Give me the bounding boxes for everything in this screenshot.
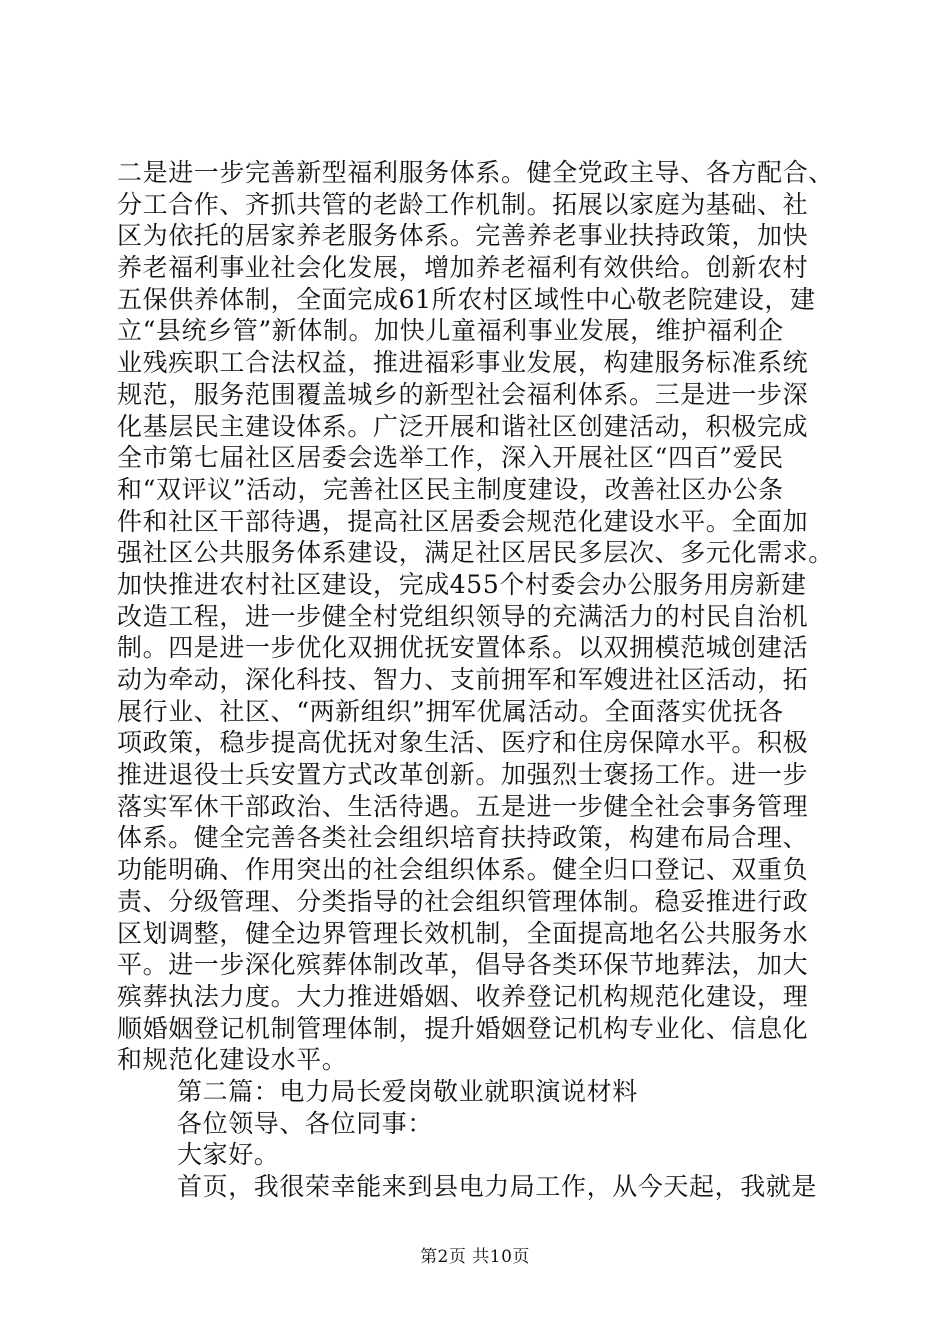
- paragraph-line: 项政策，稳步提高优抚对象生活、医疗和住房保障水平。积极: [117, 728, 809, 758]
- document-body: [117, 157, 837, 1203]
- paragraph-line: 件和社区干部待遇，提高社区居委会规范化建设水平。全面加: [117, 506, 809, 536]
- paragraph-line: 规范，服务范围覆盖城乡的新型社会福利体系。三是进一步深: [117, 379, 809, 409]
- page-footer: 第2页 共10页: [420, 1247, 530, 1267]
- paragraph-line: 化基层民主建设体系。广泛开展和谐社区创建活动，积极完成: [117, 411, 809, 441]
- paragraph-line: 区为依托的居家养老服务体系。完善养老事业扶持政策，加快: [117, 221, 809, 251]
- paragraph-line: 殡葬执法力度。大力推进婚姻、收养登记机构规范化建设，理: [117, 981, 809, 1011]
- paragraph-line: 推进退役士兵安置方式改革创新。加强烈士褒扬工作。进一步: [117, 760, 809, 790]
- paragraph-line: 加快推进农村社区建设，完成455个村委会办公服务用房新建: [117, 569, 807, 599]
- paragraph-line: 动为牵动，深化科技、智力、支前拥军和军嫂进社区活动，拓: [117, 665, 809, 694]
- paragraph-line: 区划调整，健全边界管理长效机制，全面提高地名公共服务水: [117, 918, 809, 948]
- paragraph: [117, 157, 837, 1076]
- section-title: 第二篇：电力局长爱岗敬业就职演说材料: [177, 1076, 638, 1106]
- paragraph-line: 全市第七届社区居委会选举工作，深入开展社区“四百”爱民: [117, 443, 784, 473]
- paragraph-line: 二是进一步完善新型福利服务体系。健全党政主导、各方配合、: [117, 158, 834, 187]
- paragraph-line: 体系。健全完善各类社会组织培育扶持政策，构建布局合理、: [117, 823, 809, 853]
- paragraph-line: 制。四是进一步优化双拥优抚安置体系。以双拥模范城创建活: [117, 633, 809, 663]
- paragraph-line: 责、分级管理、分类指导的社会组织管理体制。稳妥推进行政: [117, 886, 809, 916]
- paragraph-line: 分工合作、齐抓共管的老龄工作机制。拓展以家庭为基础、社: [117, 189, 809, 219]
- paragraph-line: 业残疾职工合法权益，推进福彩事业发展，构建服务标准系统: [117, 348, 809, 378]
- paragraph-line: 立“县统乡管”新体制。加快儿童福利事业发展，维护福利企: [117, 316, 784, 346]
- paragraph-line: 养老福利事业社会化发展，增加养老福利有效供给。创新农村: [117, 253, 809, 283]
- paragraph-line: 改造工程，进一步健全村党组织领导的充满活力的村民自治机: [117, 601, 809, 631]
- opening-line: 首页，我很荣幸能来到县电力局工作，从今天起，我就是: [177, 1172, 818, 1201]
- paragraph-line: 强社区公共服务体系建设，满足社区居民多层次、多元化需求。: [117, 538, 834, 568]
- paragraph-line: 顺婚姻登记机制管理体制，提升婚姻登记机构专业化、信息化: [117, 1013, 809, 1043]
- paragraph-line: 五保供养体制，全面完成61所农村区域性中心敬老院建设，建: [117, 284, 816, 314]
- paragraph-line: 落实军休干部政治、生活待遇。五是进一步健全社会事务管理: [117, 791, 809, 821]
- greeting: 大家好。: [177, 1140, 280, 1170]
- paragraph-line: 展行业、社区、“两新组织”拥军优属活动。全面落实优抚各: [117, 696, 784, 726]
- salutation: 各位领导、各位同事：: [177, 1108, 434, 1138]
- paragraph-line: 和“双评议”活动，完善社区民主制度建设，改善社区办公条: [117, 474, 784, 504]
- paragraph-line: 功能明确、作用突出的社会组织体系。健全归口登记、双重负: [117, 855, 809, 885]
- paragraph-line: 和规范化建设水平。: [117, 1045, 348, 1075]
- paragraph-line: 平。进一步深化殡葬体制改革，倡导各类环保节地葬法，加大: [117, 950, 809, 980]
